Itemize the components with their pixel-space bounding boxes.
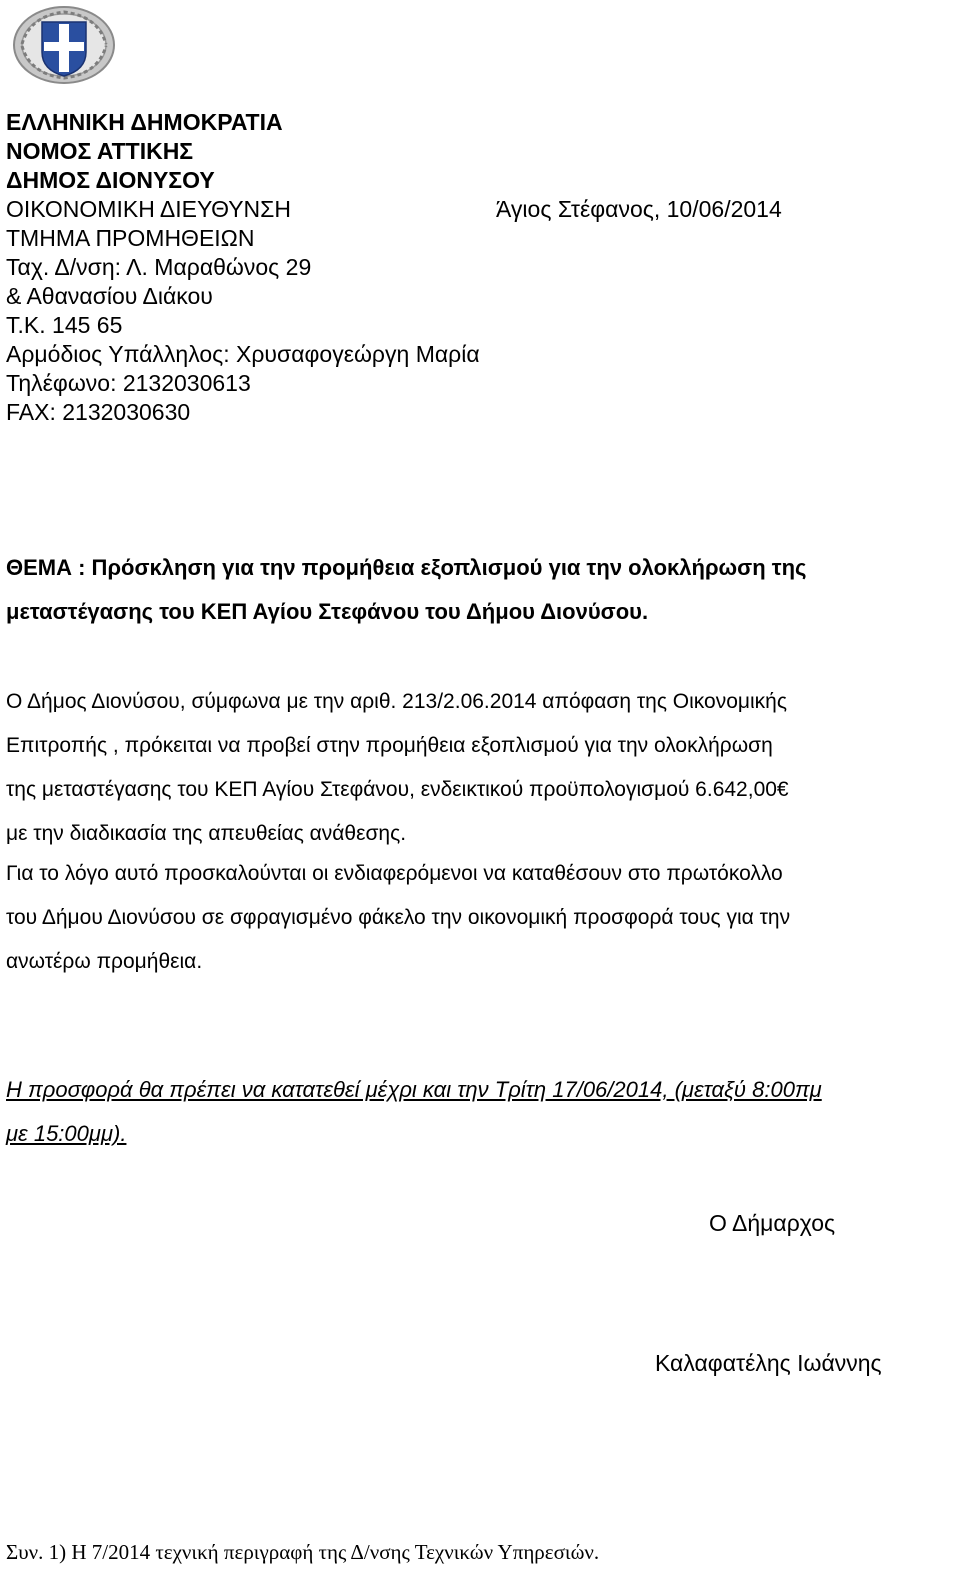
signature-title: Ο Δήμαρχος bbox=[709, 1210, 836, 1236]
body-paragraph-1-line-2: Επιτροπής , πρόκειται να προβεί στην προμήθεια εξοπλισμού για την ολοκλήρωση bbox=[6, 734, 773, 757]
subject-line-1: ΘΕΜΑ : Πρόσκληση για την προμήθεια εξοπλισμού για την ολοκλήρωση της bbox=[6, 555, 807, 580]
header-line-prefecture: ΝΟΜΟΣ ΑΤΤΙΚΗΣ bbox=[6, 138, 194, 164]
signature-name: Καλαφατέλης Ιωάννης bbox=[655, 1350, 882, 1376]
header-line-municipality: ΔΗΜΟΣ ΔΙΟΝΥΣΟΥ bbox=[6, 167, 215, 193]
header-line-address: Ταχ. Δ/νση: Λ. Μαραθώνος 29 bbox=[6, 254, 312, 280]
body-paragraph-1-line-4: με την διαδικασία της απευθείας ανάθεσης. bbox=[6, 822, 407, 845]
body-paragraph-1-line-3: της μεταστέγασης του ΚΕΠ Αγίου Στεφάνου, ενδεικτικού προϋπολογισμού 6.642,00€ bbox=[6, 778, 789, 801]
deadline-line-2: με 15:00μμ). bbox=[6, 1121, 127, 1146]
header-line-phone: Τηλέφωνο: 2132030613 bbox=[6, 370, 251, 396]
header-line-postal-code: Τ.Κ. 145 65 bbox=[6, 312, 123, 338]
body-paragraph-1-line-1: Ο Δήμος Διονύσου, σύμφωνα με την αριθ. 213/2.06.2014 απόφαση της Οικονομικής bbox=[6, 690, 787, 713]
body-paragraph-2-line-2: του Δήμου Διονύσου σε σφραγισμένο φάκελο την οικονομική προσφορά τους για την bbox=[6, 906, 791, 929]
header-line-directorate: ΟΙΚΟΝΟΜΙΚΗ ΔΙΕΥΘΥΝΣΗ bbox=[6, 196, 291, 222]
greek-state-emblem-icon bbox=[10, 4, 118, 86]
header-line-fax: FAX: 2132030630 bbox=[6, 399, 191, 425]
header-line-department: ΤΜΗΜΑ ΠΡΟΜΗΘΕΙΩΝ bbox=[6, 225, 255, 251]
deadline-line-1: Η προσφορά θα πρέπει να κατατεθεί μέχρι και την Τρίτη 17/06/2014, (μεταξύ 8:00πμ bbox=[6, 1077, 822, 1102]
header-line-country: ΕΛΛΗΝΙΚΗ ΔΗΜΟΚΡΑΤΙΑ bbox=[6, 109, 283, 135]
subject-line-2: μεταστέγασης του ΚΕΠ Αγίου Στεφάνου του Δήμου Διονύσου. bbox=[6, 599, 649, 624]
body-paragraph-2-line-1: Για το λόγο αυτό προσκαλούνται οι ενδιαφερόμενοι να καταθέσουν στο πρωτόκολλο bbox=[6, 862, 783, 885]
body-paragraph-2-line-3: ανωτέρω προμήθεια. bbox=[6, 950, 203, 973]
header-line-address-2: & Αθανασίου Διάκου bbox=[6, 283, 213, 309]
attachment-note: Συν. 1) Η 7/2014 τεχνική περιγραφή της Δ/νσης Τεχνικών Υπηρεσιών. bbox=[6, 1540, 600, 1564]
header-line-contact-person: Αρμόδιος Υπάλληλος: Χρυσαφογεώργη Μαρία bbox=[6, 341, 480, 367]
place-date: Άγιος Στέφανος, 10/06/2014 bbox=[496, 196, 782, 222]
